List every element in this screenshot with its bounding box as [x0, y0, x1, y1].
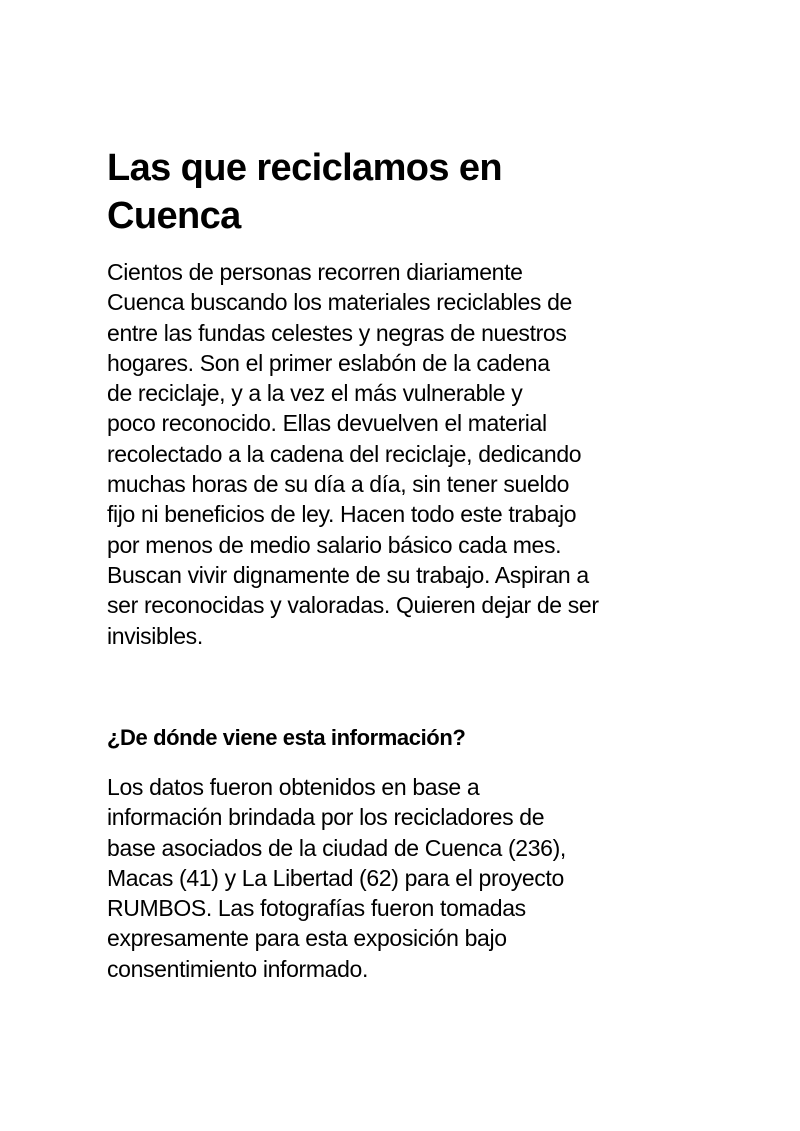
- intro-line: invisibles.: [107, 622, 203, 649]
- section-heading: ¿De dónde viene esta información?: [107, 725, 466, 750]
- source-line: Los datos fueron obtenidos en base a: [107, 774, 480, 800]
- intro-line: Cientos de personas recorren diariamente: [107, 259, 523, 285]
- intro-line: por menos de medio salario básico cada mes.: [107, 531, 562, 558]
- intro-line: entre las fundas celestes y negras de nuestros: [107, 319, 567, 346]
- intro-line: ser reconocidas y valoradas. Quieren dejar de ser: [107, 592, 599, 619]
- page-title: [107, 144, 502, 240]
- intro-line: Buscan vivir dignamente de su trabajo. Aspiran a: [107, 561, 589, 588]
- source-line: Macas (41) y La Libertad (62) para el proyecto: [107, 864, 564, 891]
- source-line: RUMBOS. Las fotografías fueron tomadas: [107, 895, 526, 922]
- source-line: consentimiento informado.: [107, 955, 369, 982]
- intro-line: Cuenca buscando los materiales reciclables de: [107, 289, 572, 316]
- intro-line: fijo ni beneficios de ley. Hacen todo este trabajo: [107, 501, 577, 528]
- intro-line: poco reconocido. Ellas devuelven el material: [107, 410, 547, 437]
- source-paragraph: [107, 772, 566, 984]
- intro-line: muchas horas de su día a día, sin tener sueldo: [107, 471, 570, 498]
- intro-line: hogares. Son el primer eslabón de la cadena: [107, 349, 550, 376]
- source-line: base asociados de la ciudad de Cuenca (236),: [107, 834, 566, 861]
- intro-paragraph: [107, 257, 599, 651]
- title-line: Las que reciclamos en: [107, 147, 503, 189]
- source-line: información brindada por los recicladores de: [107, 804, 545, 831]
- source-line: expresamente para esta exposición bajo: [107, 925, 507, 952]
- intro-line: de reciclaje, y a la vez el más vulnerable y: [107, 380, 523, 407]
- title-line: Cuenca: [107, 195, 241, 237]
- intro-line: recolectado a la cadena del reciclaje, dedicando: [107, 440, 582, 467]
